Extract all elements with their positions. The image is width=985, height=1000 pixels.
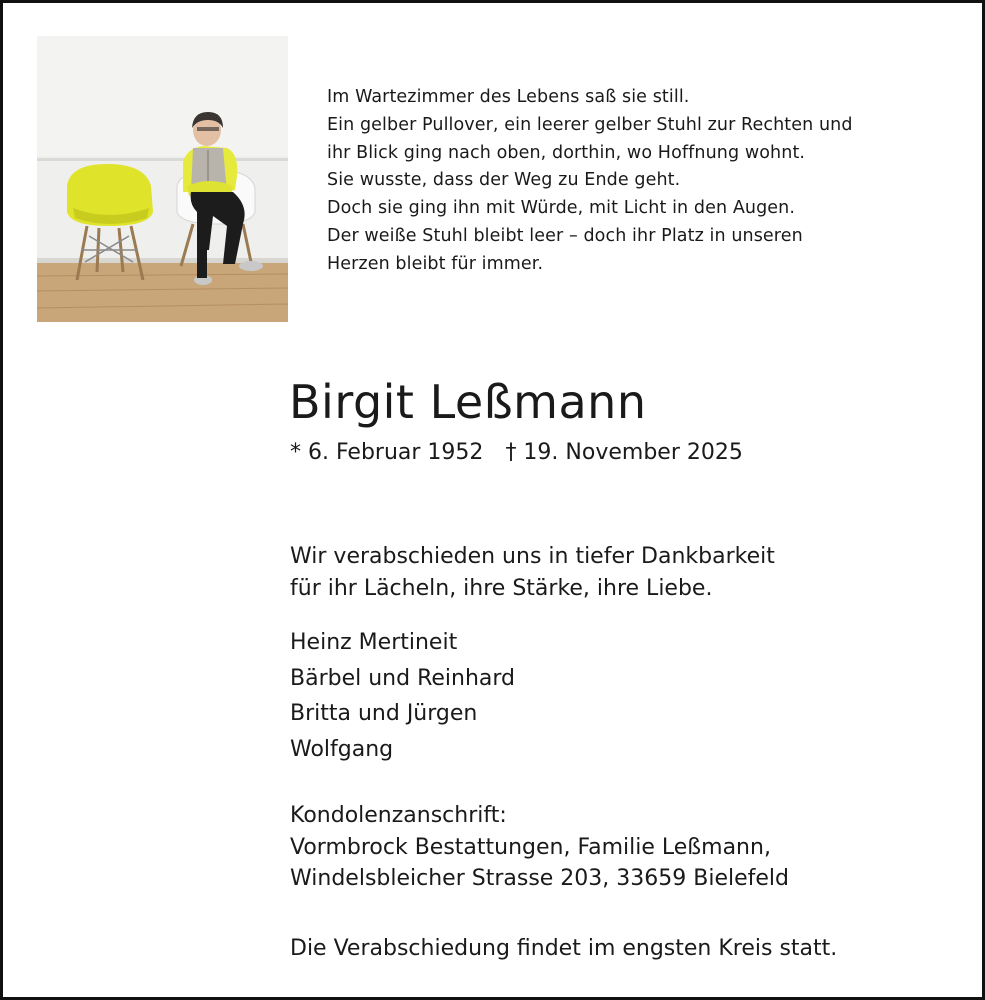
birth-date: * 6. Februar 1952 [290,440,484,465]
mourners-list [290,625,515,767]
poem-line: ihr Blick ging nach oben, dorthin, wo Hoffnung wohnt. [327,142,806,163]
poem-line: Herzen bleibt für immer. [327,253,544,274]
address-line: Windelsbleicher Strasse 203, 33659 Bielefeld [290,866,790,891]
poem-line: Ein gelber Pullover, ein leerer gelber Stuhl zur Rechten und [327,114,853,135]
life-dates [290,438,743,468]
address-label: Kondolenzanschrift: [290,803,507,828]
farewell-line: für ihr Lächeln, ihre Stärke, ihre Liebe. [290,576,713,601]
poem-line: Doch sie ging ihn mit Würde, mit Licht in den Augen. [327,198,796,219]
mourner-name: Heinz Mertineit [290,630,458,655]
farewell-line: Wir verabschieden uns in tiefer Dankbarkeit [290,544,775,569]
mourner-name: Britta und Jürgen [290,701,478,726]
poem-line: Sie wusste, dass der Weg zu Ende geht. [327,170,681,191]
poem-line: Der weiße Stuhl bleibt leer – doch ihr Platz in unseren [327,225,803,246]
poem-line: Im Wartezimmer des Lebens saß sie still. [327,87,690,107]
poem [327,84,957,279]
condolence-address [290,800,789,895]
deceased-name: Birgit Leßmann [289,375,647,429]
portrait-photo [37,36,288,322]
death-date: † 19. November 2025 [505,440,743,465]
mourner-name: Wolfgang [290,736,394,762]
address-line: Vormbrock Bestattungen, Familie Leßmann, [290,834,771,860]
closing-note: Die Verabschiedung findet im engsten Kreis statt. [290,936,838,961]
mourner-name: Bärbel und Reinhard [290,665,516,691]
farewell-text [290,541,775,605]
